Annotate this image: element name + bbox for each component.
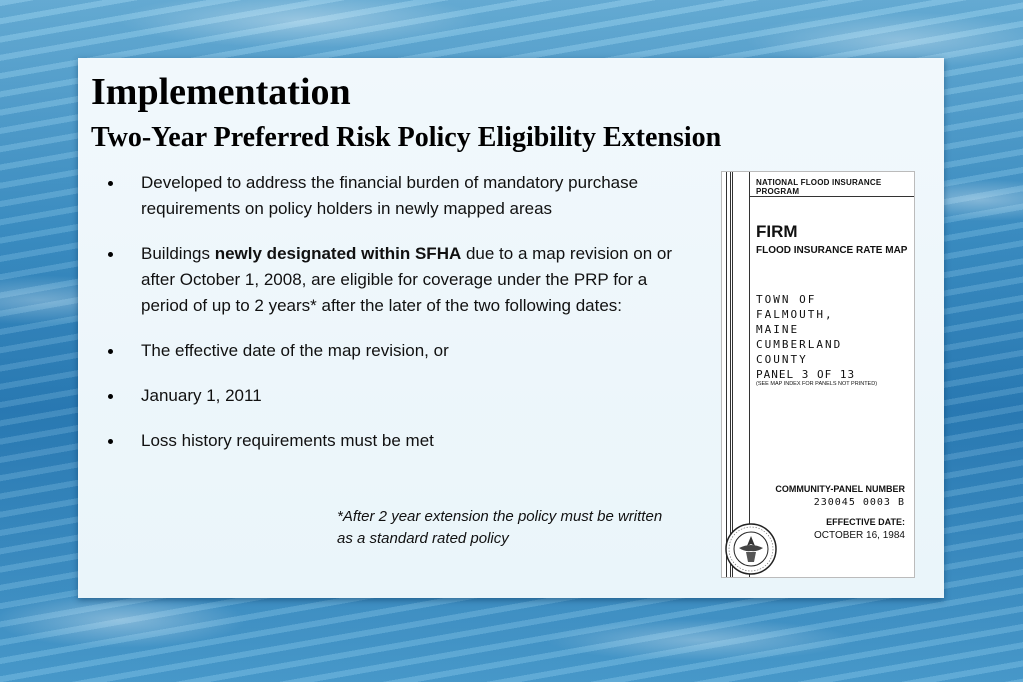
bullet-dot-icon	[108, 252, 113, 257]
bullet-text: Loss history requirements must be met	[141, 431, 434, 450]
panel-note: (SEE MAP INDEX FOR PANELS NOT PRINTED)	[756, 381, 878, 387]
bullet-dot-icon	[108, 349, 113, 354]
bullet-item	[108, 383, 698, 409]
bullet-item	[108, 428, 698, 454]
slide-card	[78, 58, 944, 598]
bullet-text-after: due to a map revision on or after October 1, 2008, are eligible for coverage under the PRP for a period of up to 2 years* after the later of the two following dates:	[141, 244, 672, 315]
bullet-dot-icon	[108, 439, 113, 444]
bullet-list	[108, 170, 698, 473]
federal-seal-icon	[724, 522, 778, 576]
community-name: TOWN OF FALMOUTH, MAINE CUMBERLAND COUNTY	[756, 293, 843, 366]
effective-date-value: OCTOBER 16, 1984	[814, 530, 905, 541]
community-panel-label: COMMUNITY-PANEL NUMBER	[775, 484, 905, 494]
cover-binding-stripe	[726, 172, 731, 577]
slide-title: Implementation	[91, 71, 351, 113]
slide-subtitle: Two-Year Preferred Risk Policy Eligibility Extension	[91, 122, 722, 153]
program-name: NATIONAL FLOOD INSURANCE PROGRAM	[756, 178, 882, 196]
cover-binding-line	[749, 172, 750, 577]
firm-full-name: FLOOD INSURANCE RATE MAP	[756, 245, 908, 256]
effective-date-label: EFFECTIVE DATE:	[826, 517, 905, 527]
bullet-text-bold: newly designated within SFHA	[214, 244, 462, 263]
firm-map-cover	[721, 171, 915, 578]
bullet-text: Developed to address the financial burden of mandatory purchase requirements on policy holders in newly mapped areas	[141, 173, 639, 218]
bullet-item	[108, 241, 698, 319]
panel-number: PANEL 3 OF 13	[756, 368, 856, 381]
bullet-item	[108, 170, 698, 222]
community-panel-value: 230045 0003 B	[813, 497, 905, 508]
bullet-item	[108, 338, 698, 364]
cover-binding-line	[732, 172, 733, 577]
bullet-dot-icon	[108, 394, 113, 399]
bullet-text: January 1, 2011	[141, 386, 262, 405]
footnote: *After 2 year extension the policy must be written as a standard rated policy	[337, 508, 663, 547]
bullet-text: The effective date of the map revision, or	[141, 341, 449, 360]
firm-heading: FIRM	[756, 222, 798, 241]
bullet-dot-icon	[108, 181, 113, 186]
bullet-text-before: Buildings	[141, 244, 215, 263]
